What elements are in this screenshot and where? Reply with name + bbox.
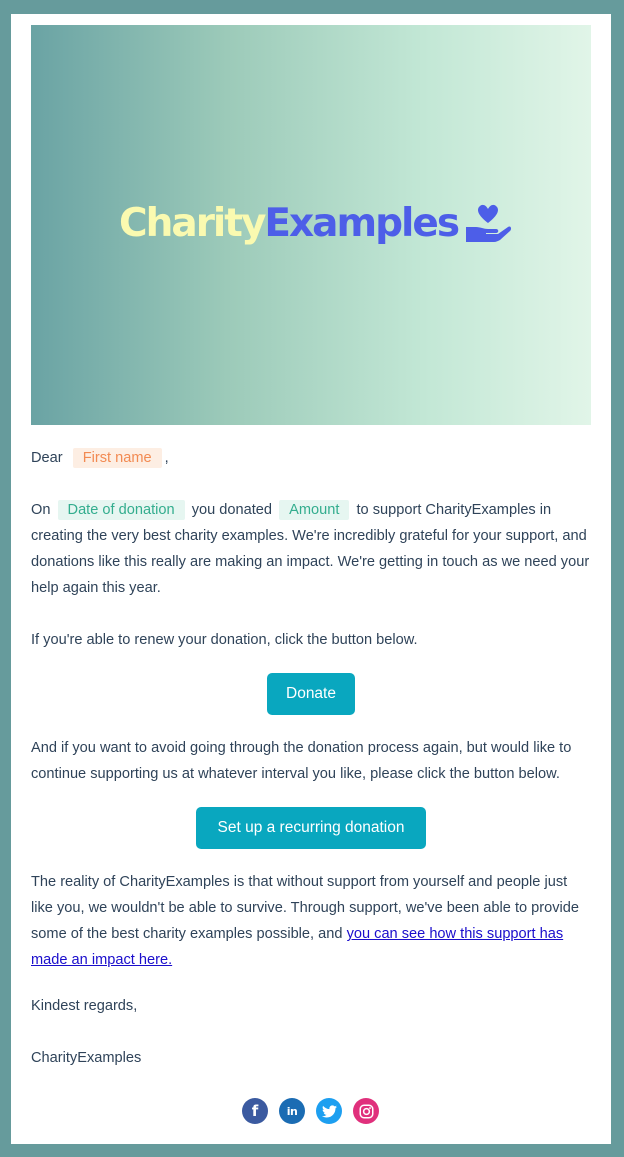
amount-tag: Amount [279, 500, 349, 520]
linkedin-glyph: in [286, 1104, 298, 1118]
donate-button[interactable]: Donate [267, 673, 355, 715]
intro-donated: you donated [191, 502, 273, 518]
recurring-donation-button[interactable]: Set up a recurring donation [196, 807, 426, 849]
email-card [11, 14, 611, 1144]
intro-paragraph [31, 497, 591, 601]
impact-link[interactable]: you can see how this support has made an impact here. [31, 926, 564, 968]
instagram-camera-icon [359, 1104, 374, 1119]
greeting-comma: , [164, 450, 169, 466]
renew-paragraph: If you're able to renew your donation, click the button below. [31, 632, 418, 648]
impact-paragraph [31, 869, 591, 973]
linkedin-icon[interactable] [279, 1098, 305, 1124]
recurring-paragraph: And if you want to avoid going through the donation process again, but would like to continue supporting us at whatever interval you like, please click the button below. [31, 740, 572, 782]
twitter-icon[interactable] [316, 1098, 342, 1124]
greeting-line [31, 445, 591, 471]
logo-text-charity: Charity [119, 200, 265, 246]
intro-rest: to support CharityExamples in creating the very best charity examples. We're incredibly grateful for your support, and donations like this really are making an impact. We're getting in touch as we need your help again this year. [31, 502, 590, 596]
facebook-icon[interactable] [242, 1098, 268, 1124]
first-name-tag: First name [73, 448, 162, 468]
intro-on: On [31, 502, 51, 518]
heart-hand-icon [464, 203, 512, 243]
instagram-icon[interactable] [353, 1098, 379, 1124]
charity-logo [119, 195, 512, 251]
signature: CharityExamples [31, 1050, 142, 1066]
logo-text-examples: Examples [264, 200, 459, 246]
impact-text: The reality of CharityExamples is that without support from yourself and people just like you, we wouldn't be able to survive. Through support, we've been able to provide some of the best charity examples possible, and [31, 874, 580, 942]
hero-banner [31, 25, 591, 425]
signoff: Kindest regards, [31, 998, 138, 1014]
greeting-salutation: Dear [31, 450, 63, 466]
twitter-bird-icon [322, 1105, 337, 1118]
date-of-donation-tag: Date of donation [58, 500, 185, 520]
facebook-glyph: f [251, 1102, 259, 1120]
social-links [242, 1098, 379, 1124]
